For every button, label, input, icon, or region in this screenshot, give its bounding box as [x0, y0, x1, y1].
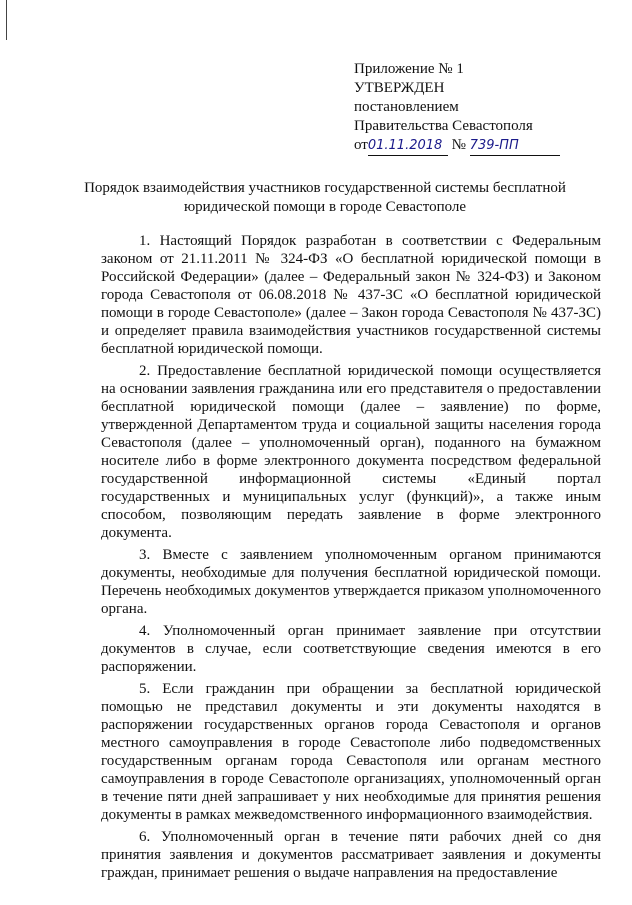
document-title: Порядок взаимодействия участников государственной системы бесплатной юридической помощи в городе Севастополе	[84, 180, 566, 215]
government-label: Правительства Севастополя	[354, 118, 533, 134]
number-prefix: №	[451, 137, 466, 153]
approved-label: УТВЕРЖДЕН	[354, 80, 445, 96]
paragraph-5: 5. Если гражданин при обращении за бесплатной юридической помощью не представил документы и эти документы находятся в распоряжении государственных органов города Севастополя и органов местного самоуправления в городе Севастополе либо подведомственных государственным органам города Севастополя или органам местного самоуправления в городе Севастополе организациях, уполномоченный орган в течение пяти дней запрашивает у них необходимые для принятия решения документы в рамках межведомственного информационного взаимодействия.	[101, 681, 601, 823]
date-number-row	[354, 136, 594, 156]
paragraph-2: 2. Предоставление бесплатной юридической помощи осуществляется на основании заявления гражданина или его представителя о предоставлении бесплатной юридической помощи (далее – заявление) по форме, утвержденной Департаментом труда и социальной защиты населения города Севастополя (далее – уполномоченный орган), поданного на бумажном носителе либо в форме электронного документа посредством федеральной государственной информационной системы «Единый портал государственных и муниципальных услуг (функций)», а также иным способом, позволяющим передать заявление в форме электронного документа.	[101, 363, 601, 541]
paragraph-1: 1. Настоящий Порядок разработан в соответствии с Федеральным законом от 21.11.2011 № 324-ФЗ «О бесплатной юридической помощи в Российской Федерации» (далее – Федеральный закон № 324-ФЗ) и Законом города Севастополя от 06.08.2018 № 437-ЗС «О бесплатной юридической помощи в городе Севастополе» (далее – Закон города Севастополя № 437-ЗС) и определяет правила взаимодействия участников государственной системы бесплатной юридической помощи.	[101, 233, 601, 357]
handwritten-number: 739-ПП	[470, 136, 560, 156]
resolution-label: постановлением	[354, 99, 459, 115]
handwritten-date: 01.11.2018	[368, 136, 448, 156]
approval-block	[354, 60, 594, 156]
paragraph-3: 3. Вместе с заявлением уполномоченным органом принимаются документы, необходимые для получения бесплатной юридической помощи. Перечень необходимых документов утверждается приказом уполномоченного органа.	[101, 547, 601, 617]
paragraph-4: 4. Уполномоченный орган принимает заявление при отсутствии документов в случае, если соответствующие сведения имеются в его распоряжении.	[101, 623, 601, 675]
paragraph-6: 6. Уполномоченный орган в течение пяти рабочих дней со дня принятия заявления и документов рассматривает заявления и документы граждан, принимает решения о выдаче направления на предоставление	[101, 829, 601, 881]
date-prefix: от	[354, 137, 368, 153]
appendix-label: Приложение № 1	[354, 61, 464, 77]
document-body	[101, 232, 601, 886]
scan-edge-line	[6, 0, 7, 40]
